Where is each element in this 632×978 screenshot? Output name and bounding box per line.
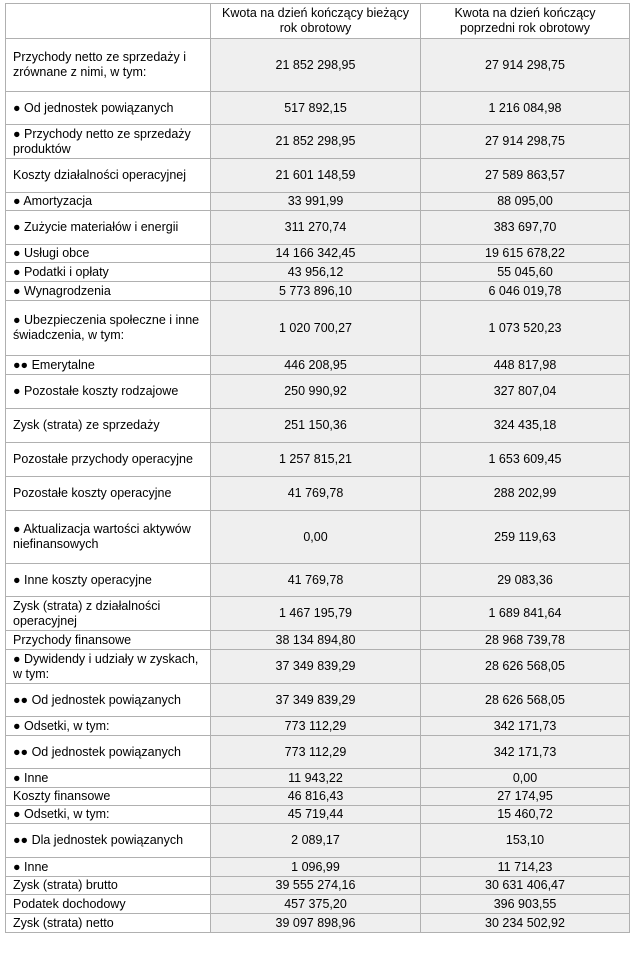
row-current-year-value: 517 892,15 — [211, 92, 421, 125]
row-label: ● Inne — [6, 858, 211, 877]
row-label: ● Podatki i opłaty — [6, 263, 211, 282]
row-previous-year-value: 342 171,73 — [421, 736, 630, 769]
row-current-year-value: 37 349 839,29 — [211, 684, 421, 717]
table-row — [6, 39, 630, 92]
row-current-year-value: 11 943,22 — [211, 769, 421, 788]
row-label: Podatek dochodowy — [6, 895, 211, 914]
row-current-year-value: 41 769,78 — [211, 477, 421, 511]
row-previous-year-value: 27 914 298,75 — [421, 125, 630, 159]
row-previous-year-value: 28 626 568,05 — [421, 684, 630, 717]
row-previous-year-value: 11 714,23 — [421, 858, 630, 877]
row-previous-year-value: 1 653 609,45 — [421, 443, 630, 477]
table-row — [6, 245, 630, 263]
table-row — [6, 125, 630, 159]
row-current-year-value: 1 096,99 — [211, 858, 421, 877]
row-previous-year-value: 324 435,18 — [421, 409, 630, 443]
row-label: ● Dywidendy i udziały w zyskach, w tym: — [6, 650, 211, 684]
row-previous-year-value: 27 174,95 — [421, 788, 630, 806]
row-label: Koszty finansowe — [6, 788, 211, 806]
table-row — [6, 211, 630, 245]
row-current-year-value: 251 150,36 — [211, 409, 421, 443]
row-previous-year-value: 28 626 568,05 — [421, 650, 630, 684]
row-previous-year-value: 19 615 678,22 — [421, 245, 630, 263]
table-row — [6, 806, 630, 824]
table-body — [6, 39, 630, 933]
table-row — [6, 92, 630, 125]
row-label: Zysk (strata) netto — [6, 914, 211, 933]
row-label: ● Ubezpieczenia społeczne i inne świadczenia, w tym: — [6, 301, 211, 356]
row-label: Zysk (strata) z działalności operacyjnej — [6, 597, 211, 631]
row-previous-year-value: 6 046 019,78 — [421, 282, 630, 301]
row-previous-year-value: 342 171,73 — [421, 717, 630, 736]
row-current-year-value: 446 208,95 — [211, 356, 421, 375]
table-row — [6, 477, 630, 511]
row-current-year-value: 41 769,78 — [211, 564, 421, 597]
table-row — [6, 788, 630, 806]
row-label: ● Zużycie materiałów i energii — [6, 211, 211, 245]
row-current-year-value: 14 166 342,45 — [211, 245, 421, 263]
table-row — [6, 597, 630, 631]
row-current-year-value: 45 719,44 — [211, 806, 421, 824]
row-label: Zysk (strata) brutto — [6, 877, 211, 895]
row-label: ● Usługi obce — [6, 245, 211, 263]
row-previous-year-value: 30 631 406,47 — [421, 877, 630, 895]
row-previous-year-value: 29 083,36 — [421, 564, 630, 597]
row-current-year-value: 21 601 148,59 — [211, 159, 421, 193]
table-row — [6, 736, 630, 769]
table-header-row — [6, 4, 630, 39]
table-row — [6, 717, 630, 736]
row-current-year-value: 5 773 896,10 — [211, 282, 421, 301]
row-current-year-value: 1 020 700,27 — [211, 301, 421, 356]
row-previous-year-value: 0,00 — [421, 769, 630, 788]
table-row — [6, 684, 630, 717]
table-row — [6, 409, 630, 443]
table-row — [6, 824, 630, 858]
row-previous-year-value: 1 689 841,64 — [421, 597, 630, 631]
row-current-year-value: 0,00 — [211, 511, 421, 564]
row-previous-year-value: 327 807,04 — [421, 375, 630, 409]
row-label: ● Odsetki, w tym: — [6, 806, 211, 824]
table-row — [6, 443, 630, 477]
row-previous-year-value: 153,10 — [421, 824, 630, 858]
row-label: Przychody finansowe — [6, 631, 211, 650]
row-label: ● Aktualizacja wartości aktywów niefinansowych — [6, 511, 211, 564]
row-label: ●● Od jednostek powiązanych — [6, 736, 211, 769]
table-row — [6, 877, 630, 895]
row-label: ●● Od jednostek powiązanych — [6, 684, 211, 717]
table-row — [6, 375, 630, 409]
row-label: ● Od jednostek powiązanych — [6, 92, 211, 125]
table-row — [6, 193, 630, 211]
header-current-year: Kwota na dzień kończący bieżący rok obrotowy — [211, 4, 421, 39]
row-label: Przychody netto ze sprzedaży i zrównane z nimi, w tym: — [6, 39, 211, 92]
row-previous-year-value: 383 697,70 — [421, 211, 630, 245]
row-previous-year-value: 27 914 298,75 — [421, 39, 630, 92]
row-label: Pozostałe przychody operacyjne — [6, 443, 211, 477]
row-current-year-value: 46 816,43 — [211, 788, 421, 806]
row-current-year-value: 1 467 195,79 — [211, 597, 421, 631]
row-current-year-value: 311 270,74 — [211, 211, 421, 245]
row-current-year-value: 37 349 839,29 — [211, 650, 421, 684]
row-current-year-value: 21 852 298,95 — [211, 125, 421, 159]
row-label: ● Pozostałe koszty rodzajowe — [6, 375, 211, 409]
row-current-year-value: 773 112,29 — [211, 717, 421, 736]
row-label: ● Przychody netto ze sprzedaży produktów — [6, 125, 211, 159]
row-label: ● Inne koszty operacyjne — [6, 564, 211, 597]
row-current-year-value: 250 990,92 — [211, 375, 421, 409]
row-previous-year-value: 28 968 739,78 — [421, 631, 630, 650]
table-row — [6, 631, 630, 650]
row-label: ● Inne — [6, 769, 211, 788]
table-row — [6, 564, 630, 597]
table-row — [6, 895, 630, 914]
header-label-column — [6, 4, 211, 39]
table-row — [6, 356, 630, 375]
table-row — [6, 914, 630, 933]
table-row — [6, 650, 630, 684]
row-current-year-value: 38 134 894,80 — [211, 631, 421, 650]
row-label: ●● Dla jednostek powiązanych — [6, 824, 211, 858]
row-current-year-value: 773 112,29 — [211, 736, 421, 769]
row-label: Koszty działalności operacyjnej — [6, 159, 211, 193]
table-row — [6, 159, 630, 193]
row-label: ● Amortyzacja — [6, 193, 211, 211]
row-current-year-value: 1 257 815,21 — [211, 443, 421, 477]
row-previous-year-value: 448 817,98 — [421, 356, 630, 375]
row-previous-year-value: 396 903,55 — [421, 895, 630, 914]
row-current-year-value: 43 956,12 — [211, 263, 421, 282]
table-row — [6, 282, 630, 301]
row-current-year-value: 33 991,99 — [211, 193, 421, 211]
row-previous-year-value: 259 119,63 — [421, 511, 630, 564]
row-previous-year-value: 27 589 863,57 — [421, 159, 630, 193]
table-row — [6, 511, 630, 564]
financial-statement-table — [5, 3, 630, 933]
row-current-year-value: 21 852 298,95 — [211, 39, 421, 92]
row-previous-year-value: 1 216 084,98 — [421, 92, 630, 125]
row-current-year-value: 457 375,20 — [211, 895, 421, 914]
row-current-year-value: 2 089,17 — [211, 824, 421, 858]
row-label: Pozostałe koszty operacyjne — [6, 477, 211, 511]
row-previous-year-value: 1 073 520,23 — [421, 301, 630, 356]
row-label: ●● Emerytalne — [6, 356, 211, 375]
row-current-year-value: 39 097 898,96 — [211, 914, 421, 933]
row-previous-year-value: 15 460,72 — [421, 806, 630, 824]
row-label: ● Odsetki, w tym: — [6, 717, 211, 736]
row-previous-year-value: 55 045,60 — [421, 263, 630, 282]
table-row — [6, 769, 630, 788]
table-row — [6, 858, 630, 877]
row-previous-year-value: 288 202,99 — [421, 477, 630, 511]
row-label: Zysk (strata) ze sprzedaży — [6, 409, 211, 443]
table-row — [6, 301, 630, 356]
row-current-year-value: 39 555 274,16 — [211, 877, 421, 895]
table-row — [6, 263, 630, 282]
row-previous-year-value: 30 234 502,92 — [421, 914, 630, 933]
row-label: ● Wynagrodzenia — [6, 282, 211, 301]
row-previous-year-value: 88 095,00 — [421, 193, 630, 211]
header-previous-year: Kwota na dzień kończący poprzedni rok obrotowy — [421, 4, 630, 39]
